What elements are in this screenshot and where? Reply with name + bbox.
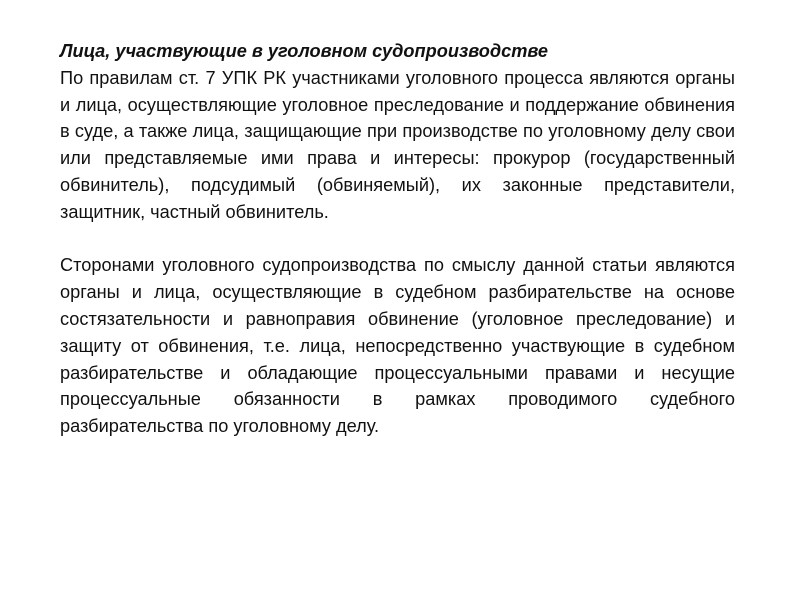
paragraph-participants: По правилам ст. 7 УПК РК участниками уголовного процесса являются органы и лица, осуществляющие уголовное преследование и поддержание обвинения в суде, а также лица, защищающие при производстве по уголовному делу свои или представляемые ими права и интересы: прокурор (государственный обвинитель), подсудимый (обвиняемый), их законные представители, защитник, частный обвинитель.	[60, 67, 735, 222]
paragraph-parties: Сторонами уголовного судопроизводства по смыслу данной статьи являются органы и лица, осуществляющие в судебном разбирательстве на основе состязательности и равноправия обвинение (уголовное преследование) и защиту от обвинения, т.е. лица, непосредственно участвующие в судебном разбирательстве и обладающие процессуальными правами и несущие процессуальные обязанности в рамках проводимого судебного разбирательства по уголовному делу.	[60, 255, 735, 437]
slide-heading: Лица, участвующие в уголовном судопроизводстве	[60, 41, 549, 61]
paragraph-spacer	[60, 226, 735, 253]
slide-content	[60, 38, 735, 440]
